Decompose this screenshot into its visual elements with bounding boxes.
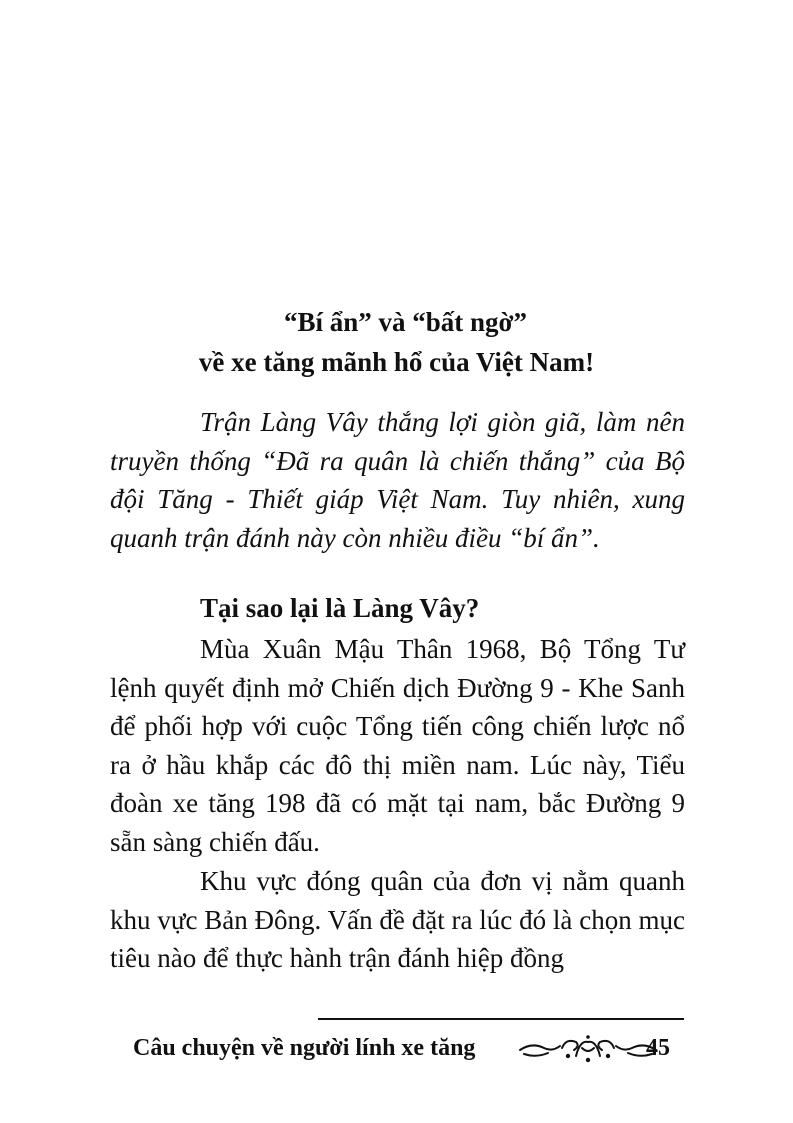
- body-paragraph-2-block: [110, 862, 685, 978]
- lead-paragraph: Trận Làng Vây thắng lợi giòn giã, làm nên truyền thống “Đã ra quân là chiến thắng” của Bộ đội Tăng - Thiết giáp Việt Nam. Tuy nhiên, xung quanh trận đánh này còn nhiều điều “bí ẩn”.: [110, 407, 685, 553]
- body-paragraph-1-block: [110, 630, 685, 862]
- title-line-2: về xe tăng mãnh hổ của Việt Nam!: [198, 347, 595, 377]
- body-paragraph-2: Khu vực đóng quân của đơn vị nằm quanh khu vực Bản Đông. Vấn đề đặt ra lúc đó là chọn mục tiêu nào để thực hành trận đánh hiệp đồng: [110, 866, 685, 974]
- footer-divider: [318, 1018, 684, 1020]
- title-line-1: “Bí ẩn” và “bất ngờ”: [284, 307, 527, 337]
- article-title: [0, 302, 793, 382]
- page-footer: [133, 1030, 693, 1070]
- scroll-ornament-icon: [518, 1034, 658, 1064]
- section-heading: Tại sao lại là Làng Vây?: [200, 593, 480, 623]
- lead-paragraph-block: [110, 403, 685, 557]
- footer-book-title: Câu chuyện về người lính xe tăng: [133, 1035, 476, 1061]
- body-paragraph-1: Mùa Xuân Mậu Thân 1968, Bộ Tổng Tư lệnh quyết định mở Chiến dịch Đường 9 - Khe Sanh để phối hợp với cuộc Tổng tiến công chiến lược nổ ra ở hầu khắp các đô thị miền nam. Lúc này, Tiểu đoàn xe tăng 198 đã có mặt tại nam, bắc Đường 9 sẵn sàng chiến đấu.: [110, 634, 685, 857]
- page-number: 45: [646, 1035, 670, 1061]
